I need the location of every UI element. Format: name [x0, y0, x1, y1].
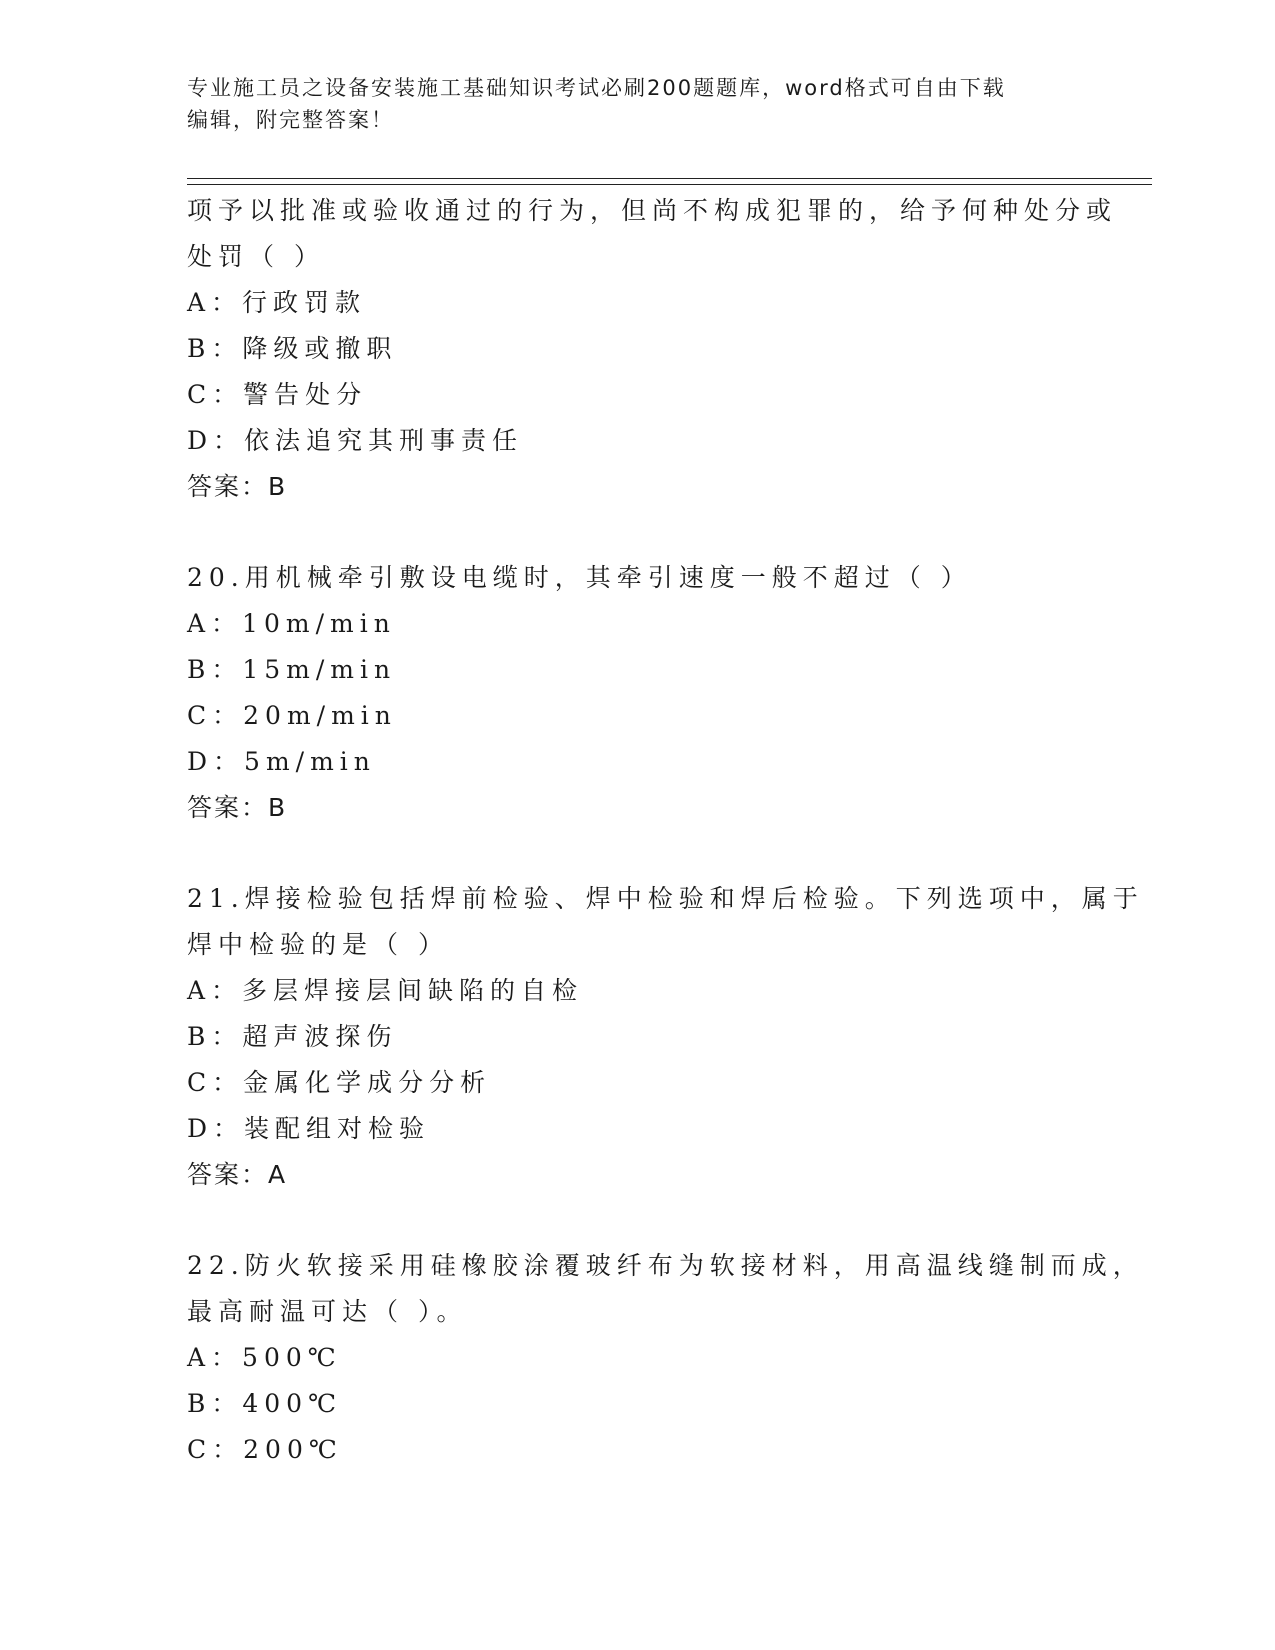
option-c: C：金属化学成分分析 [187, 1068, 492, 1097]
header-divider-thick [187, 178, 1152, 179]
question-20 [187, 555, 1087, 831]
option-c: C：200℃ [187, 1435, 343, 1464]
question-spacer [187, 831, 1087, 876]
question-list [187, 188, 1144, 1473]
option-a: A：行政罚款 [187, 288, 367, 317]
document-header [187, 72, 1067, 136]
answer-label: 答案：A [187, 1160, 288, 1189]
option-b: B：400℃ [187, 1389, 343, 1418]
option-d: D：装配组对检验 [187, 1114, 431, 1143]
question-stem: 焊中检验的是（ ） [187, 930, 449, 959]
header-title-line2: 编辑，附完整答案！ [187, 108, 394, 132]
question-stem: 项予以批准或验收通过的行为，但尚不构成犯罪的，给予何种处分或 [187, 196, 1118, 225]
question-stem: 22.防火软接采用硅橡胶涂覆玻纤布为软接材料，用高温线缝制而成， [187, 1251, 1144, 1280]
option-d: D：5m/min [187, 747, 376, 776]
header-title-line1: 专业施工员之设备安装施工基础知识考试必刷200题题库，word格式可自由下载 [187, 76, 1006, 100]
question-22 [187, 1243, 1144, 1473]
option-a: A：多层焊接层间缺陷的自检 [187, 976, 584, 1005]
answer-label: 答案：B [187, 472, 288, 501]
option-a: A：500℃ [187, 1343, 342, 1372]
option-a: A：10m/min [187, 609, 396, 638]
option-d: D：依法追究其刑事责任 [187, 426, 524, 455]
option-b: B：15m/min [187, 655, 397, 684]
question-spacer [187, 510, 1087, 555]
question-stem: 最高耐温可达（ ）。 [187, 1297, 468, 1326]
question-stem: 处罚（ ） [187, 242, 325, 271]
option-c: C：警告处分 [187, 380, 368, 409]
answer-label: 答案：B [187, 793, 288, 822]
question-19 [187, 188, 1118, 510]
option-b: B：超声波探伤 [187, 1022, 398, 1051]
option-b: B：降级或撤职 [187, 334, 398, 363]
question-stem: 21.焊接检验包括焊前检验、焊中检验和焊后检验。下列选项中，属于 [187, 884, 1144, 913]
option-c: C：20m/min [187, 701, 397, 730]
question-21 [187, 876, 1144, 1198]
header-divider-thin [187, 184, 1152, 185]
question-spacer [187, 1198, 1087, 1243]
question-stem: 20.用机械牵引敷设电缆时，其牵引速度一般不超过（ ） [187, 563, 972, 592]
